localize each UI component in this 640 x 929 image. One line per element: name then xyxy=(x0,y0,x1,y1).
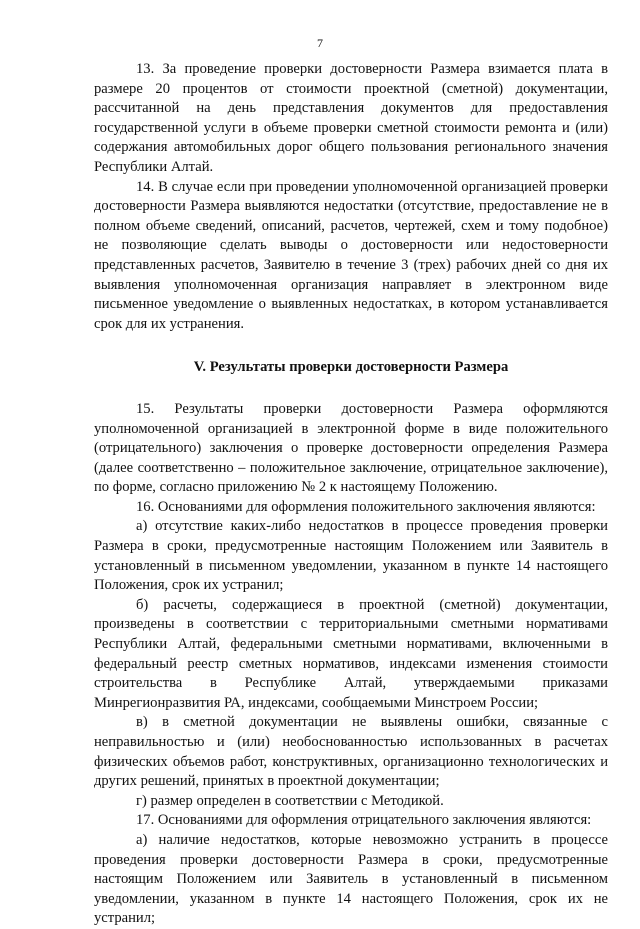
paragraph-17: 17. Основаниями для оформления отрицательного заключения являются: xyxy=(136,812,592,829)
document-body xyxy=(94,60,608,929)
paragraph-13: 13. За проведение проверки достоверности Размера взимается плата в размере 20 процентов от стоимости проектной (сметной) документации, рассчитанной на день представления документов для предоставления государственной услуги в объеме проверки сметной стоимости ремонта и (или) содержания автомобильных дорог общего пользования регионального значения Республики Алтай. xyxy=(94,61,608,175)
paragraph-16-g: г) размер определен в соответствии с Методикой. xyxy=(136,792,444,809)
paragraph-16: 16. Основаниями для оформления положительного заключения являются: xyxy=(136,498,596,515)
paragraph-14: 14. В случае если при проведении уполномоченной организацией проверки достоверности Размера выявляются недостатки (отсутствие, предоставление не в полном объеме сведений, описаний, расчетов, чертежей, схем и тому подобное) не позволяющие сделать выводы о достоверности или недостоверности представленных расчетов, Заявителю в течение 3 (трех) рабочих дней со дня их выявления уполномоченная организация направляет в электронном виде письменное уведомление о выявленных недостатках, в котором устанавливается срок для их устранения. xyxy=(94,178,608,332)
paragraph-16-v: в) в сметной документации не выявлены ошибки, связанные с неправильностью и (или) необоснованностью использованных в расчетах физических объемов работ, конструктивных, организационно технологических и других решений, принятых в проектной документации; xyxy=(94,714,608,790)
paragraph-17-a: а) наличие недостатков, которые невозможно устранить в процессе проведения проверки достоверности Размера в сроки, предусмотренные настоящим Положением или Заявитель в установленный в письменном уведомлении, указанном в пункте 14 настоящего Положения, срок их не устранил; xyxy=(94,831,608,927)
page-number: 7 xyxy=(317,36,323,50)
paragraph-16-a: а) отсутствие каких-либо недостатков в процессе проведения проверки Размера в сроки, предусмотренные настоящим Положением или Заявитель в установленный в письменном уведомлении, указанном в пункте 14 настоящего Положения, срок их устранил; xyxy=(94,518,608,594)
paragraph-16-b: б) расчеты, содержащиеся в проектной (сметной) документации, произведены в соответствии с территориальными сметными нормативами Республики Алтай, федеральными сметными нормативами, включенными в федеральный реестр сметных нормативов, индексами изменения стоимости строительства в Республике Алтай, утверждаемыми приказами Минрегионразвития РА, индексами, сообщаемыми Минстроем России; xyxy=(94,596,608,711)
paragraph-15: 15. Результаты проверки достоверности Размера оформляются уполномоченной организацией в электронной форме в виде положительного (отрицательного) заключения о проверке достоверности определения Размера (далее соответственно – положительное заключение, отрицательное заключение), по форме, согласно приложению № 2 к настоящему Положению. xyxy=(94,400,608,496)
section-heading: V. Результаты проверки достоверности Размера xyxy=(193,359,509,376)
